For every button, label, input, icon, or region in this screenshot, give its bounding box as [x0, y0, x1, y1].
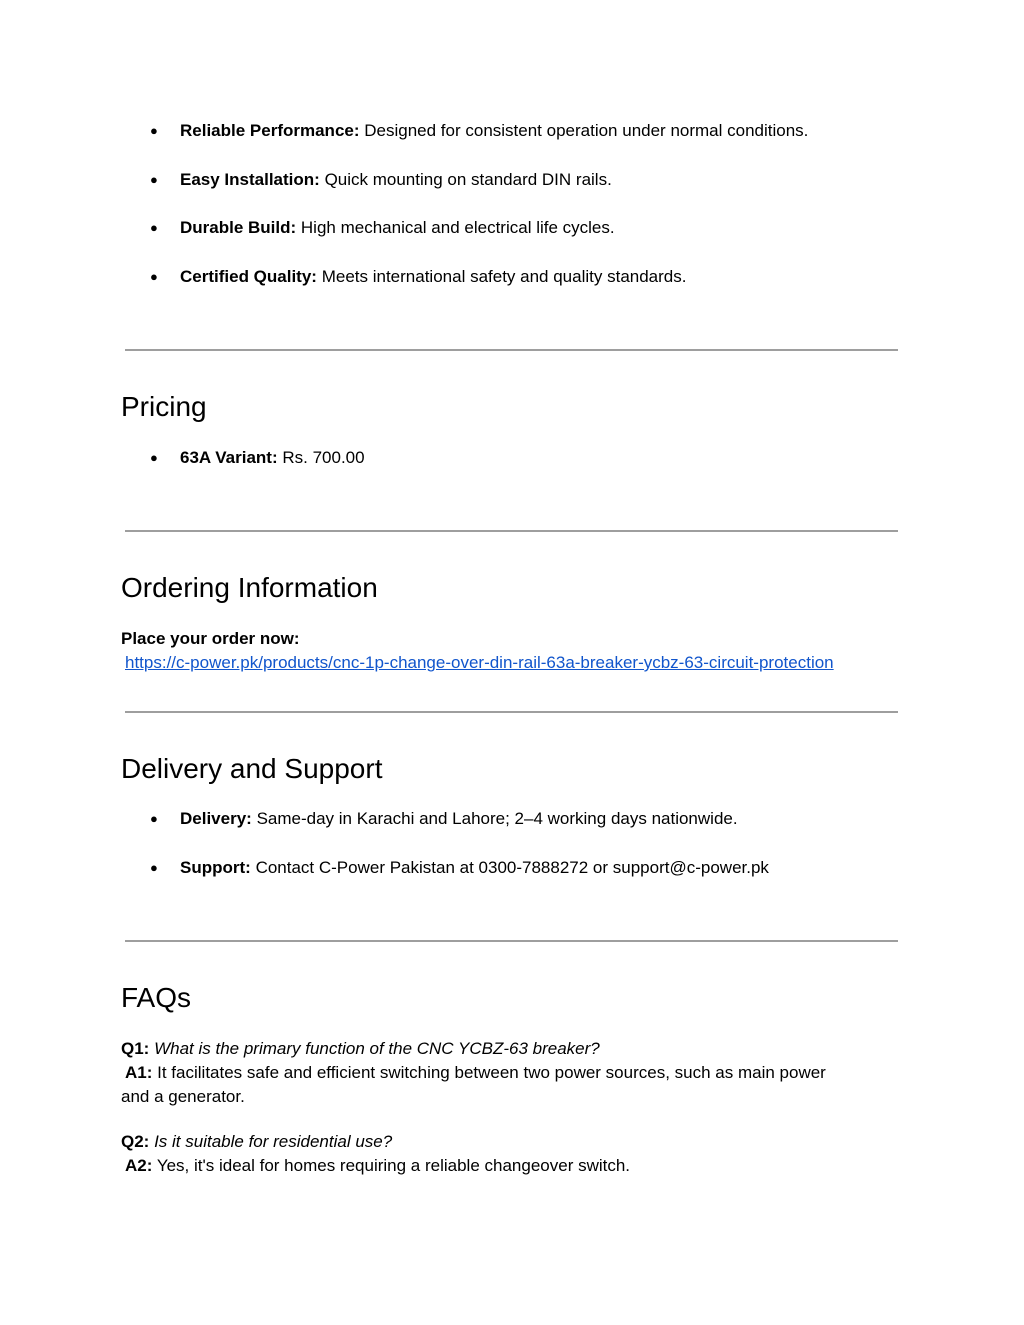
delivery-text: Same-day in Karachi and Lahore; 2–4 working days nationwide. [256, 809, 738, 828]
faq-answer-1-continued: and a generator. [121, 1087, 245, 1106]
delivery-item [150, 807, 738, 831]
feature-item-reliable-performance [150, 119, 808, 143]
order-link[interactable]: https://c-power.pk/products/cnc-1p-change-over-din-rail-63a-breaker-ycbz-63-circuit-protection [125, 653, 834, 672]
support-text: Contact C-Power Pakistan at 0300-7888272 or support@c-power.pk [255, 858, 769, 877]
feature-text: High mechanical and electrical life cycles. [300, 218, 615, 237]
feature-item-certified-quality [150, 265, 686, 289]
pricing-heading: Pricing [121, 391, 207, 422]
answer-label: A2: [125, 1156, 153, 1175]
ordering-heading: Ordering Information [121, 572, 378, 603]
support-item [150, 856, 769, 880]
pricing-item-63a [150, 446, 365, 470]
section-divider [125, 940, 898, 942]
answer-label: A1: [125, 1063, 153, 1082]
delivery-label: Delivery: [180, 809, 252, 828]
pricing-label: 63A Variant: [180, 448, 278, 467]
feature-item-durable-build [150, 216, 615, 240]
bullet-icon: ● [150, 220, 158, 235]
bullet-icon: ● [150, 123, 158, 138]
bullet-icon: ● [150, 172, 158, 187]
delivery-heading: Delivery and Support [121, 753, 383, 784]
faqs-heading: FAQs [121, 982, 192, 1013]
section-divider [125, 530, 898, 532]
question-text: Is it suitable for residential use? [154, 1132, 393, 1151]
feature-text: Designed for consistent operation under normal conditions. [364, 121, 809, 140]
question-label: Q1: [121, 1039, 150, 1058]
bullet-icon: ● [150, 269, 158, 284]
feature-label: Certified Quality: [180, 267, 317, 286]
pricing-value: Rs. 700.00 [282, 448, 365, 467]
answer-text: It facilitates safe and efficient switching between two power sources, such as main power [157, 1063, 826, 1082]
feature-label: Reliable Performance: [180, 121, 360, 140]
faq-question-1 [121, 1037, 600, 1061]
faq-answer-1 [125, 1061, 826, 1085]
faq-answer-2 [125, 1154, 630, 1178]
feature-label: Durable Build: [180, 218, 297, 237]
bullet-icon: ● [150, 860, 158, 875]
bullet-icon: ● [150, 450, 158, 465]
faq-question-2 [121, 1130, 392, 1154]
bullet-icon: ● [150, 811, 158, 826]
feature-item-easy-installation [150, 168, 612, 192]
question-label: Q2: [121, 1132, 150, 1151]
feature-text: Meets international safety and quality standards. [321, 267, 687, 286]
section-divider [125, 711, 898, 713]
order-prompt: Place your order now: [121, 629, 300, 648]
question-text: What is the primary function of the CNC YCBZ-63 breaker? [154, 1039, 600, 1058]
feature-text: Quick mounting on standard DIN rails. [324, 170, 612, 189]
feature-label: Easy Installation: [180, 170, 320, 189]
answer-text: Yes, it's ideal for homes requiring a reliable changeover switch. [156, 1156, 631, 1175]
support-label: Support: [180, 858, 251, 877]
section-divider [125, 349, 898, 351]
